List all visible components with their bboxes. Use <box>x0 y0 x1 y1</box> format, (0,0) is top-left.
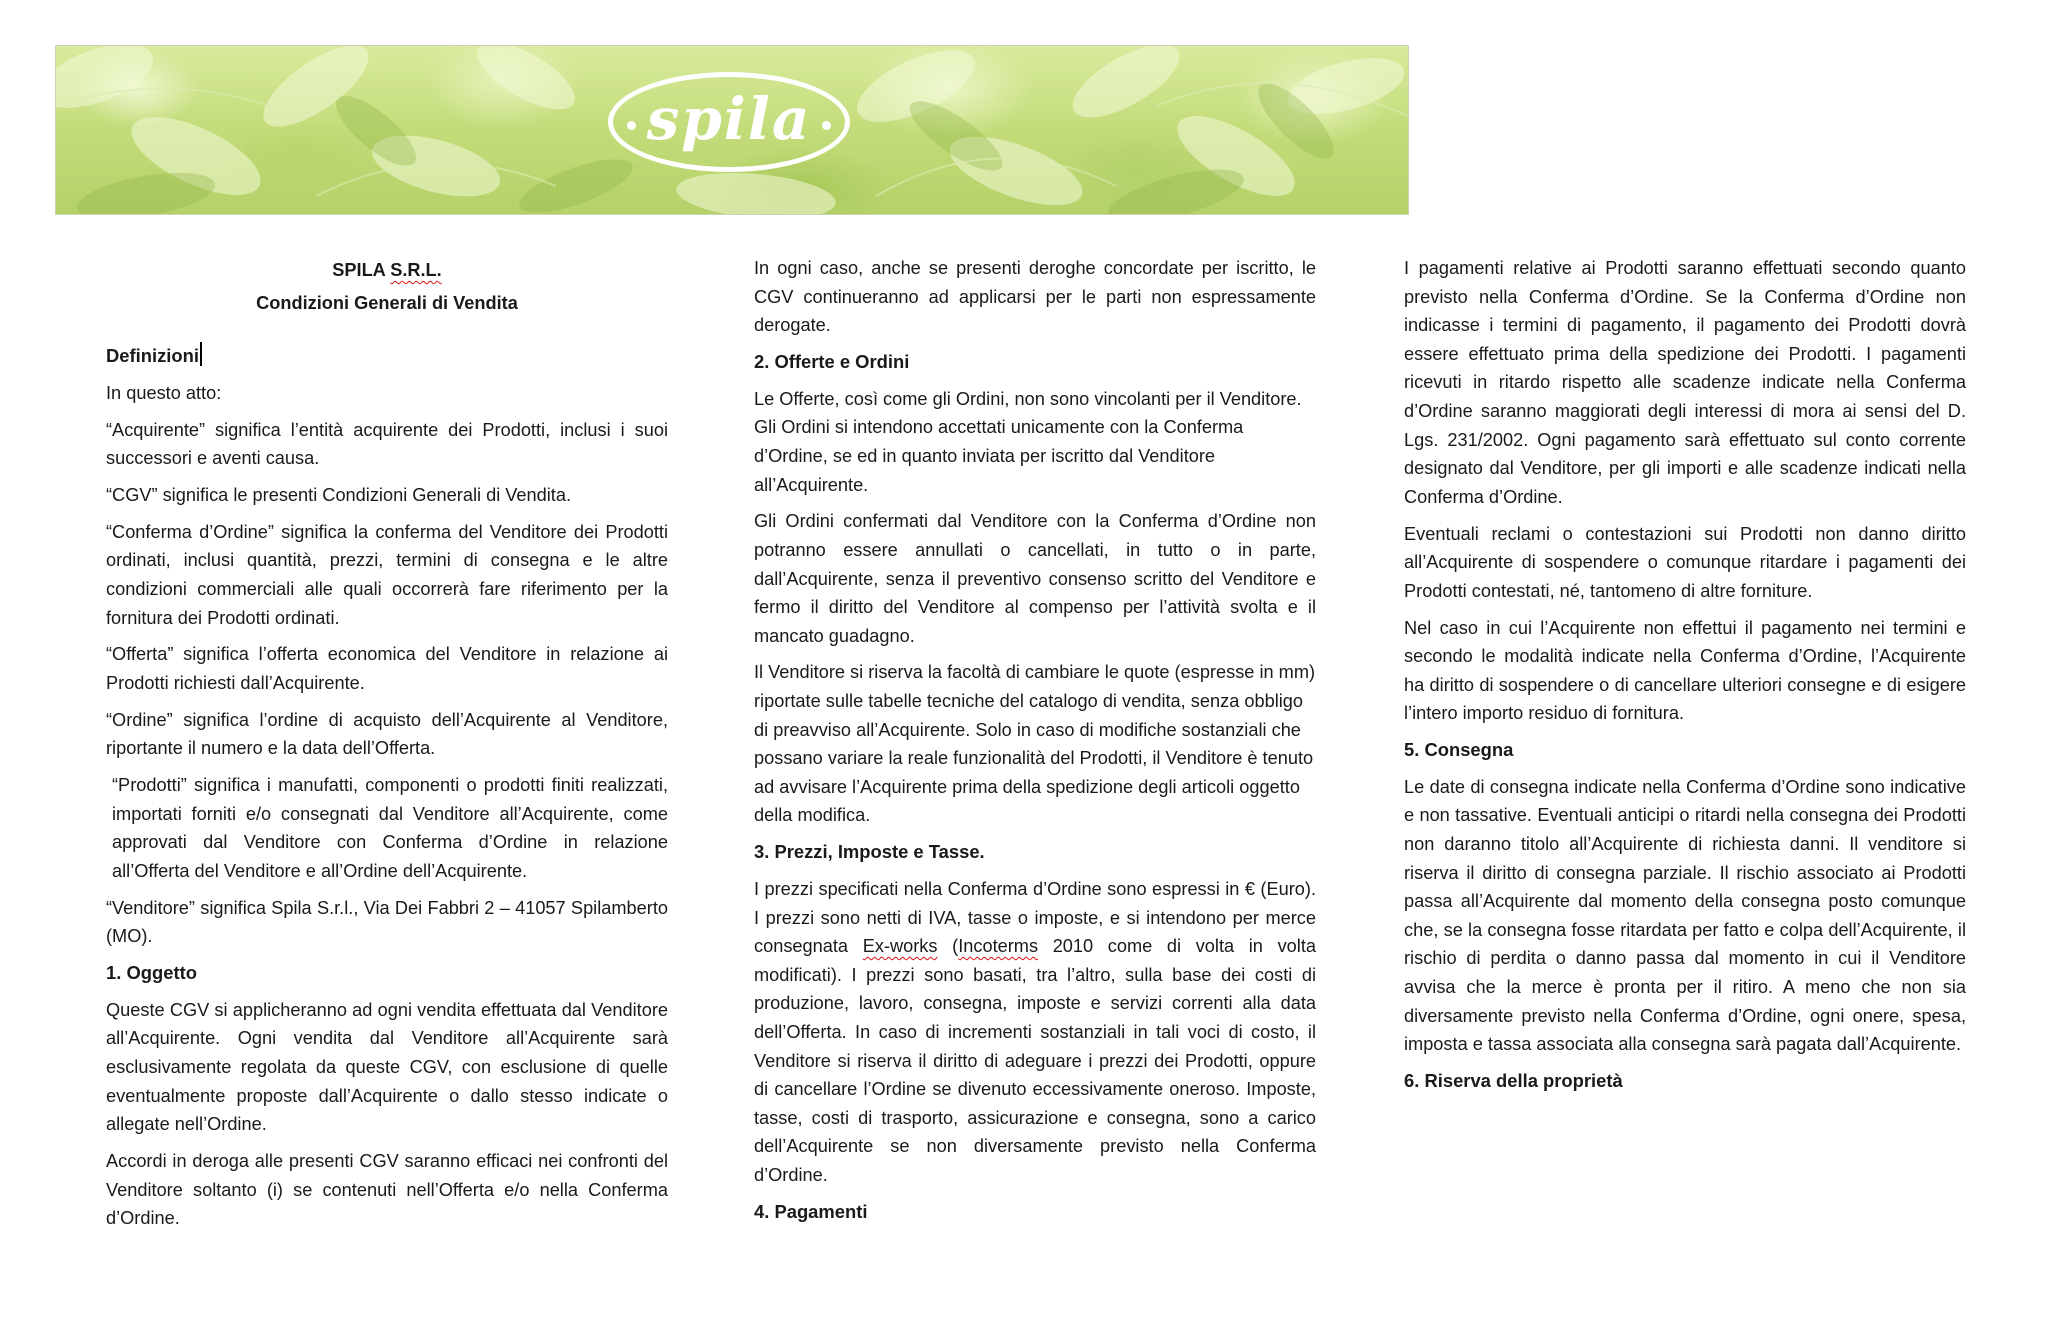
definition-ordine: “Ordine” significa l’ordine di acquisto dell’Acquirente al Venditore, riportante il numero e la data dell’Offerta. <box>106 709 668 759</box>
definition-conferma: “Conferma d’Ordine” significa la conferma del Venditore dei Prodotti ordinati, inclusi quantità, prezzi, termini di consegna e le altre condizioni commerciali alle quali occorrerà fare riferimento per la fornitura dei Prodotti ordinati. <box>106 521 668 628</box>
spelling-marked-text: S.R.L. <box>390 260 442 280</box>
section-1-paragraph-1: Queste CGV si applicheranno ad ogni vendita effettuata dal Venditore all’Acquirente. Ogni vendita dal Venditore all’Acquirente sarà esclusivamente regolata da queste CGV, con esclusione di quelle eventualmente proposte dall’Acquirente o dallo stesso indicate o allegate nell’Ordine. <box>106 999 668 1135</box>
section-5-paragraph-1: Le date di consegna indicate nella Conferma d’Ordine sono indicative e non tassative. Eventuali anticipi o ritardi nella consegna dei Prodotti non daranno titolo all’Acquirente di richiesta danni. Il venditore si riserva il diritto di consegna parziale. Il rischio associato ai Prodotti passa all’Acquirente dal momento della consegna posto comunque che, se la consegna fosse ritardata per fatto e colpa dell’Acquirente, il rischio di perdita o danno passa dal momento in cui il Venditore avvisa che la merce è pronta per il ritiro. A meno che non sia diversamente previsto nella Conferma d’Ordine, ogni onere, spesa, imposta e tassa associata alla consegna sarà pagata dall’Acquirente. <box>1404 776 1966 1055</box>
document-title: Condizioni Generali di Vendita <box>256 293 518 313</box>
section-3-paragraph-1: I prezzi specificati nella Conferma d’Ordine sono espressi in € (Euro). I prezzi sono netti di IVA, tasse o imposte, e si intendono per merce consegnata Ex-works (Incoterms 2010 come di volta in volta modificati). I prezzi sono basati, tra l’altro, sulla base dei costi di produzione, lavoro, consegna, imposte e servizi correnti alla data dell’Offerta. In caso di incrementi sostanziali in tali voci di costo, il Venditore si riserva il diritto di adeguare i prezzi dei Prodotti, oppure di cancellare l’Ordine se divenuto eccessivamente oneroso. Imposte, tasse, costi di trasporto, assicurazione e consegna, sono a carico dell’Acquirente se non diversamente previsto nella Conferma d’Ordine. <box>754 879 1316 1185</box>
definitions-intro: In questo atto: <box>106 382 222 403</box>
definitions-heading: Definizioni <box>106 342 668 371</box>
section-1-paragraph-2: Accordi in deroga alle presenti CGV saranno efficaci nei confronti del Venditore soltanto (i) se contenuti nell’Offerta e/o nella Conferma d’Ordine. <box>106 1150 668 1229</box>
section-4-paragraph-3: Nel caso in cui l’Acquirente non effettui il pagamento nei termini e secondo le modalità indicate nella Conferma d’Ordine, l’Acquirente ha diritto di sospendere o di cancellare ulteriori consegne e di esigere l’intero importo residuo di fornitura. <box>1404 617 1966 724</box>
section-3-heading: 3. Prezzi, Imposte e Tasse. <box>754 841 985 863</box>
document-title-block <box>106 254 668 320</box>
logo-text: spila <box>646 85 812 153</box>
section-4-paragraph-1: I pagamenti relative ai Prodotti saranno effettuati secondo quanto previsto nella Conferma d’Ordine. Se la Conferma d’Ordine non indicasse i termini di pagamento, il pagamento dei Prodotti dovrà essere effettuato prima della spedizione dei Prodotti. I pagamenti ricevuti in ritardo rispetto alle scadenze indicate nella Conferma d’Ordine saranno maggiorati degli interessi di mora ai sensi del D. Lgs. 231/2002. Ogni pagamento sarà effettuato sul conto corrente designato dal Venditore, per gli importi e alle scadenze indicati nella Conferma d’Ordine. <box>1404 258 1966 507</box>
section-2-paragraph-2: Gli Ordini confermati dal Venditore con la Conferma d’Ordine non potranno essere annullati o cancellati, in tutto o in parte, dall’Acquirente, senza il preventivo consenso scritto del Venditore e fermo il diritto del Venditore al compenso per l’attività svolta e il mancato guadagno. <box>754 511 1316 646</box>
logo-dot-right-icon <box>822 121 831 130</box>
definition-offerta: “Offerta” significa l’offerta economica del Venditore in relazione ai Prodotti richiesti dall’Acquirente. <box>106 644 668 693</box>
spelling-marked-exworks: Ex-works <box>862 936 938 957</box>
section-5-heading: 5. Consegna <box>1404 739 1514 761</box>
column-right <box>1404 254 1966 1104</box>
definition-acquirente: “Acquirente” significa l’entità acquirente dei Prodotti, inclusi i suoi successori e aventi causa. <box>106 419 668 469</box>
section-4-paragraph-2: Eventuali reclami o contestazioni sui Prodotti non danno diritto all’Acquirente di sospendere o comunque ritardare i pagamenti dei Prodotti contestati, né, tantomeno di altre forniture. <box>1404 523 1966 601</box>
section-2-paragraph-3: Il Venditore si riserva la facoltà di cambiare le quote (espresse in mm) riportate sulle tabelle tecniche del catalogo di vendita, senza obbligo di preavviso all’Acquirente. Solo in caso di modifiche sostanziali che possano variare la reale funzionalità del Prodotti, il Venditore è tenuto ad avvisare l’Acquirente prima della spedizione degli articoli oggetto della modifica. <box>754 662 1316 826</box>
definition-prodotti: “Prodotti” significa i manufatti, componenti o prodotti finiti realizzati, importati forniti e/o consegnati dal Venditore all’Acquirente, come approvati dal Venditore con Conferma d’Ordine in relazione all’Offerta del Venditore e all’Ordine dell’Acquirente. <box>112 775 668 881</box>
section-6-heading: 6. Riserva della proprietà <box>1404 1069 1623 1091</box>
section-2-heading: 2. Offerte e Ordini <box>754 350 910 372</box>
definition-cgv: “CGV” significa le presenti Condizioni Generali di Vendita. <box>106 484 572 505</box>
section-1-paragraph-3: In ogni caso, anche se presenti deroghe concordate per iscritto, le CGV continueranno ad applicarsi per le parti non espressamente derogate. <box>754 258 1316 336</box>
section-1-heading: 1. Oggetto <box>106 961 197 983</box>
section-4-heading: 4. Pagamenti <box>754 1200 868 1222</box>
definition-venditore: “Venditore” significa Spila S.r.l., Via Dei Fabbri 2 – 41057 Spilamberto (MO). <box>106 897 668 947</box>
logo-dot-left-icon <box>627 121 636 130</box>
column-left <box>106 254 668 1241</box>
company-name: SPILA S.R.L. <box>332 260 442 280</box>
text-cursor <box>200 342 202 366</box>
column-middle <box>754 254 1316 1235</box>
header-banner <box>55 45 1409 215</box>
spila-logo <box>608 72 850 172</box>
section-2-paragraph-1: Le Offerte, così come gli Ordini, non sono vincolanti per il Venditore. Gli Ordini si intendono accettati unicamente con la Conferma d’Ordine, se ed in quanto inviata per iscritto dal Venditore all’Acquirente. <box>754 388 1302 495</box>
spelling-marked-incoterms: Incoterms <box>958 936 1039 957</box>
